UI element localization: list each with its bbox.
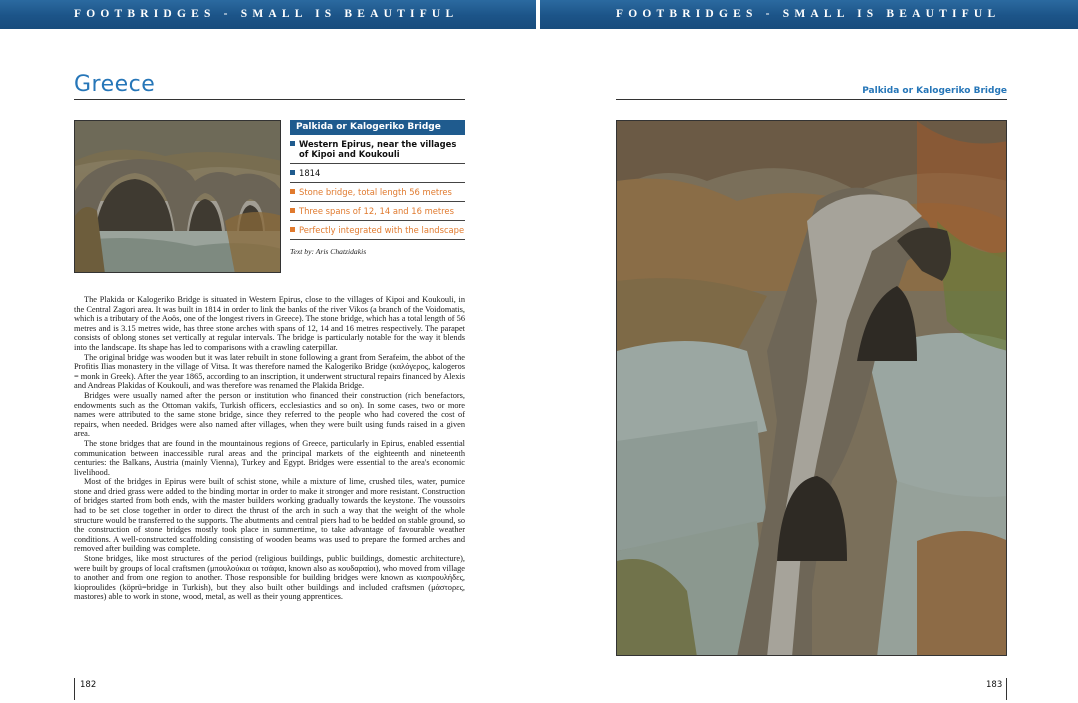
paragraph: The original bridge was wooden but it was later rebuilt in stone following a grant from Serafeim, the abbot of the Profitis Ilias monastery in the village of Vitsa. It was therefore named the Kalogeriko Bridge (καλόγερος, kalogeros = monk in Greek). After the year 1865, according to an inscription, it underwent structural repairs financed by Alexis and Andreas Plakidas of Koukouli, and was therefore was renamed the Plakida Bridge. [74, 352, 465, 391]
fact-spans [290, 202, 465, 221]
page-gutter [536, 0, 540, 703]
paragraph: Stone bridges, like most structures of the period (religious buildings, public buildings, domestic architecture), were built by groups of local craftsmen (μπουλούκια οι τσάφια, known also as κουδαραίοι), who moved from village to another and from one region to another. Those responsible for building bridges were known as κιοπρουλήδες, kioproulides (köprü=bridge in Turkish), but they also built other buildings and included craftsmen (μάστορες, mastores) able to work in stone, wood, metal, as well as their young apprentices. [74, 554, 465, 602]
paragraph: Bridges were usually named after the person or institution who financed their construction (rich benefactors, endowments such as the Ottoman vakifs, Turkish officers, ecclesiastics and so on). In some cases, two or more names were attributed to the same stone bridge, since they referred to the people who had covered the cost of repairs, when needed. Bridges were also named after villages, when they were built using funds raised in a given area. [74, 390, 465, 439]
page-number-rule-left [74, 678, 75, 700]
running-header-left: FOOTBRIDGES - SMALL IS BEAUTIFUL [0, 0, 536, 29]
fact-landscape [290, 221, 465, 240]
square-bullet-icon [290, 208, 295, 213]
fact-location-text: Western Epirus, near the villages of Kipoi and Koukouli [299, 139, 457, 159]
page-number-right: 183 [986, 680, 1003, 690]
running-header-right: FOOTBRIDGES - SMALL IS BEAUTIFUL [540, 0, 1078, 29]
fact-type [290, 183, 465, 202]
fact-type-text: Stone bridge, total length 56 metres [299, 187, 452, 197]
right-title-rule [616, 99, 1007, 100]
fact-year [290, 164, 465, 183]
right-page-title: Palkida or Kalogeriko Bridge [862, 86, 1007, 96]
author-credit: Text by: Aris Chatzidakis [290, 247, 367, 256]
fact-box [290, 120, 465, 256]
title-rule [74, 99, 465, 100]
paragraph: The stone bridges that are found in the mountainous regions of Greece, particularly in Epirus, enabled essential communication between inaccessible rural areas and the principal markets of the eighteenth and nineteenth centuries: the Balkans, Austria (mainly Vienna), Turkey and Egypt. Bridges were essential to the area's economic livelihood. [74, 438, 465, 477]
page-number-left: 182 [80, 680, 97, 690]
square-bullet-icon [290, 170, 295, 175]
fact-location [290, 135, 465, 164]
fact-landscape-text: Perfectly integrated with the landscape [299, 225, 465, 235]
fact-box-heading: Palkida or Kalogeriko Bridge [290, 120, 465, 135]
page-title: Greece [74, 72, 156, 97]
fact-spans-text: Three spans of 12, 14 and 16 metres [299, 206, 454, 216]
fact-year-text: 1814 [299, 168, 321, 178]
bridge-photo-small [74, 120, 281, 273]
article-body [74, 295, 465, 602]
square-bullet-icon [290, 141, 295, 146]
paragraph: Most of the bridges in Epirus were built of schist stone, while a mixture of lime, crushed tiles, water, pumice stone and dried grass were added to the binding mortar in order to make it stronger and more resistant. Construction of bridges started from both ends, with the master builders working gradually towards the keystone. The voussoirs had to be set close together in order to direct the thrust of the arch in such a way that the weight of the whole structure would be transferred to the supports. The abutments and central piers had to be bedded on stable ground, so the construction of stone bridges mostly took place in summertime, to take advantage of favourable weather conditions. A well-constructed scaffolding consisting of wooden beams was used to prepare the formed arches and removed after building was complete. [74, 477, 465, 554]
square-bullet-icon [290, 189, 295, 194]
bridge-photo-large [616, 120, 1007, 656]
square-bullet-icon [290, 227, 295, 232]
paragraph: The Plakida or Kalogeriko Bridge is situated in Western Epirus, close to the villages of Kipoi and Koukouli, in the Central Zagori area. It was built in 1814 in order to link the banks of the river Vikos (a branch of the Voidomatis, which is a tributary of the Aoös, one of the longest rivers in Greece). The stone bridge, which has a total length of 56 metres and is 3.15 metres wide, has three stone arches with spans of 12, 14 and 16 metres respectively. The parapet consists of oblong stones set vertically at regular intervals. The bridge is particularly notable for the way it blends into the landscape. Its shape has led to comparisons with a crawling caterpillar. [74, 295, 465, 352]
page-number-rule-right [1006, 678, 1007, 700]
